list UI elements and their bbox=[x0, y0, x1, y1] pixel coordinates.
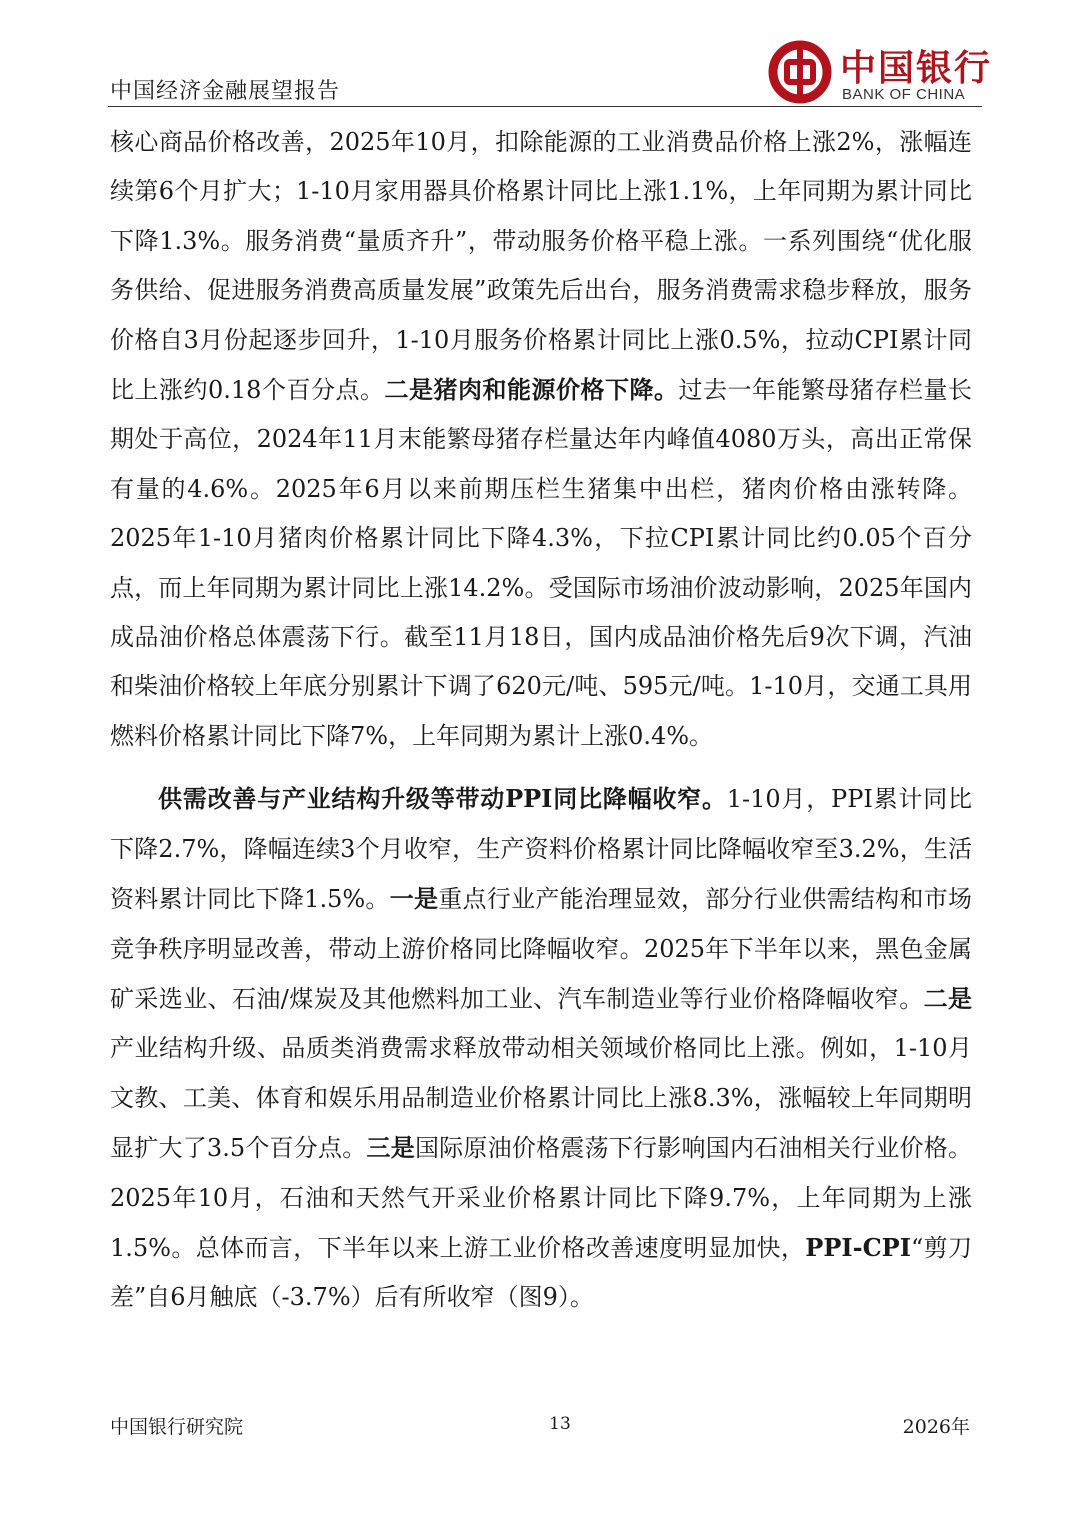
page-header bbox=[0, 0, 1080, 112]
bold-lead: 一是 bbox=[389, 884, 439, 914]
text-span: 过去一年能繁母猪存栏量长期处于高位，2024年11月末能繁母猪存栏量达年内峰值4080万头，高出正常保有量的4.6%。2025年6月以来前期压栏生猪集中出栏，猪肉价格由涨转降。2025年1-10月猪肉价格累计同比下降4.3%，下拉CPI累计同比约0.05个百分点，而上年同期为累计同比上涨14.2%。受国际市场油价波动影响，2025年国内成品油价格总体震荡下行。截至11月18日，国内成品油价格先后9次下调，汽油和柴油价格较上年底分别累计下调了620元/吨、595元/吨。1-10月，交通工具用燃料价格累计同比下降7%，上年同期为累计上涨0.4%。 bbox=[110, 376, 973, 750]
report-body bbox=[110, 118, 972, 1323]
paragraph-cpi-drivers bbox=[110, 118, 972, 761]
logo-english-name: BANK OF CHINA bbox=[842, 86, 966, 103]
footer-year: 2026年 bbox=[902, 1416, 970, 1438]
bold-lead: PPI-CPI bbox=[805, 1232, 911, 1262]
header-divider bbox=[108, 106, 982, 107]
text-span: 重点行业产能治理显效，部分行业供需结构和市场竞争秩序明显改善，带动上游价格同比降幅收窄。2025年下半年以来，黑色金属矿采选业、石油/煤炭及其他燃料加工业、汽车制造业等行业价格降幅收窄。 bbox=[110, 885, 973, 1013]
bold-lead: 供需改善与产业结构升级等带动PPI同比降幅收窄。 bbox=[158, 784, 727, 814]
paragraph-ppi bbox=[110, 774, 972, 1322]
bank-logo bbox=[768, 40, 993, 106]
text-span: “剪刀差”自6月触底（-3.7%）后有所收窄（图9）。 bbox=[110, 1233, 972, 1312]
report-title: 中国经济金融展望报告 bbox=[110, 79, 341, 104]
text-span: 产业结构升级、品质类消费需求释放带动相关领域价格同比上涨。例如，1-10月文教、工美、体育和娱乐用品制造业价格累计同比上涨8.3%，涨幅较上年同期明显扩大了3.5个百分点。 bbox=[110, 1034, 972, 1163]
page-footer bbox=[0, 1408, 1080, 1448]
bold-lead: 二是 bbox=[923, 983, 972, 1013]
bank-of-china-logo-icon bbox=[768, 40, 832, 104]
footer-institute: 中国银行研究院 bbox=[110, 1416, 244, 1438]
bold-lead: 三是 bbox=[366, 1133, 415, 1163]
bold-lead: 二是猪肉和能源价格下降。 bbox=[384, 375, 679, 405]
logo-chinese-name: 中国银行 bbox=[840, 47, 993, 89]
page-number: 13 bbox=[549, 1414, 571, 1434]
text-span: 核心商品价格改善，2025年10月，扣除能源的工业消费品价格上涨2%，涨幅连续第6个月扩大；1-10月家用器具价格累计同比上涨1.1%，上年同期为累计同比下降1.3%。服务消费“量质齐升”，带动服务价格平稳上涨。一系列围绕“优化服务供给、促进服务消费高质量发展”政策先后出台，服务消费需求稳步释放，服务价格自3月份起逐步回升，1-10月服务价格累计同比上涨0.5%，拉动CPI累计同比上涨约0.18个百分点。 bbox=[110, 128, 972, 405]
text-span: 1-10月，PPI累计同比下降2.7%，降幅连续3个月收窄，生产资料价格累计同比降幅收窄至3.2%，生活资料累计同比下降1.5%。 bbox=[110, 785, 972, 914]
text-span: 国际原油价格震荡下行影响国内石油相关行业价格。2025年10月，石油和天然气开采业价格累计同比下降9.7%，上年同期为上涨1.5%。总体而言，下半年以来上游工业价格改善速度明显加快， bbox=[110, 1134, 973, 1262]
